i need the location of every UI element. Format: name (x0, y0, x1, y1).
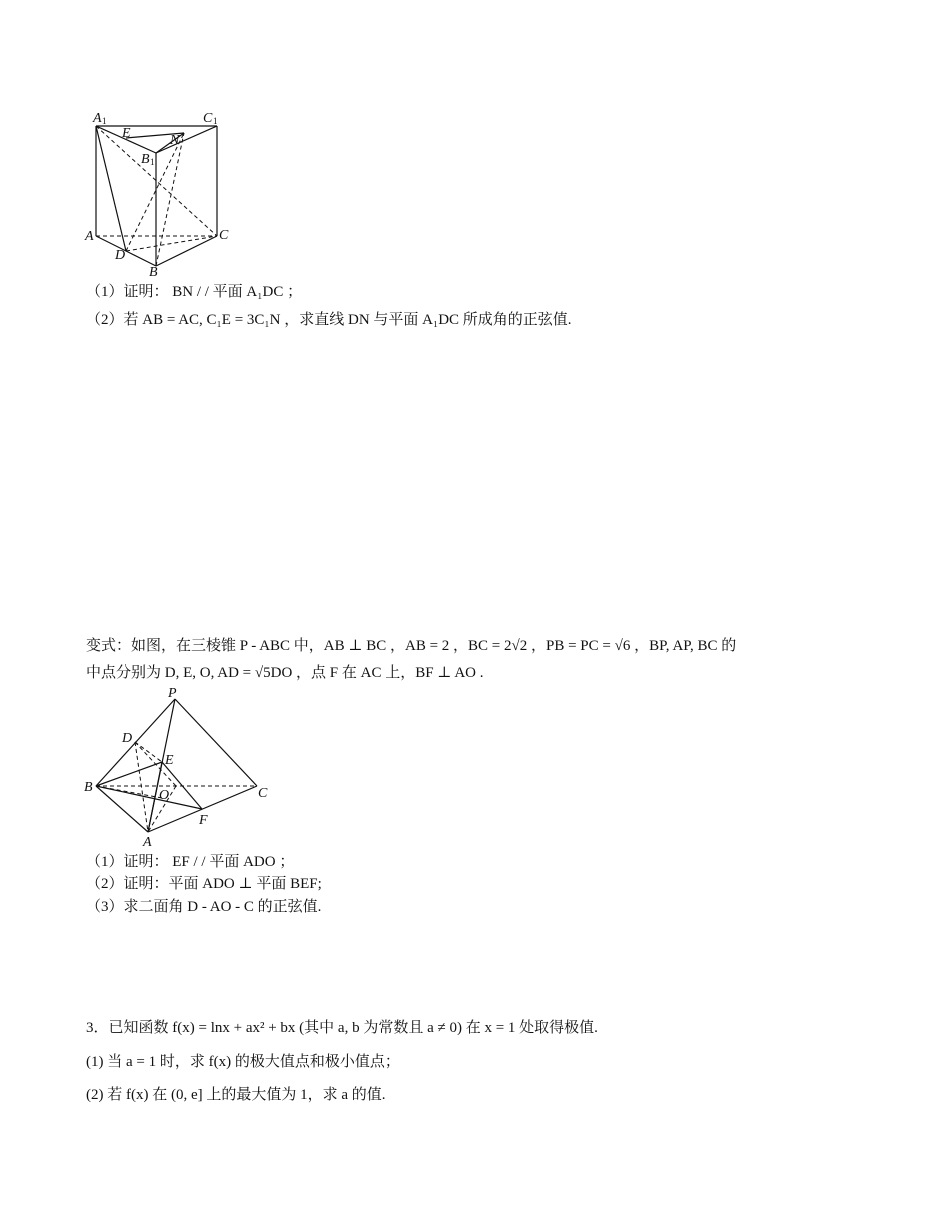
svg-text:1: 1 (213, 116, 218, 126)
problem3-stem: 3．已知函数 f(x) = lnx + ax² + bx (其中 a, b 为常数且 a ≠ 0) 在 x = 1 处取得极值. (86, 1020, 598, 1036)
problem3-question-2: (2) 若 f(x) 在 (0, e] 上的最大值为 1，求 a 的值. (86, 1087, 386, 1103)
label-C: C (258, 786, 268, 801)
pyramid-figure (82, 684, 276, 850)
variant-stem-line-1: 变式：如图，在三棱锥 P - ABC 中，AB ⊥ BC ，AB = 2 ，BC = 2√2 ，PB = PC = √6 ，BP, AP, BC 的 (86, 638, 737, 654)
problem3-question-1: (1) 当 a = 1 时，求 f(x) 的极大值点和极小值点； (86, 1054, 400, 1070)
label-F: F (199, 813, 208, 828)
svg-text:1: 1 (102, 116, 107, 126)
variant-stem-line-2: 中点分别为 D, E, O, AD = √5DO ，点 F 在 AC 上，BF ⊥ AO . (86, 665, 484, 681)
label-O: O (159, 788, 170, 803)
label-A1: A (93, 111, 102, 126)
prism-figure (84, 108, 244, 280)
label-D: D (115, 248, 126, 263)
svg-text:1: 1 (150, 157, 155, 167)
label-C: C (219, 228, 229, 243)
pyramid-diagram (82, 684, 276, 850)
label-N: N (170, 133, 180, 148)
label-P: P (168, 686, 177, 701)
label-A: A (85, 229, 94, 244)
label-A: A (143, 835, 152, 850)
label-D: D (122, 731, 133, 746)
label-E: E (122, 126, 131, 141)
label-E: E (165, 753, 174, 768)
problem2-question-1: （1）证明： BN / / 平面 A₁DC ； (86, 284, 303, 300)
label-B: B (84, 780, 93, 795)
label-B1: B (141, 152, 150, 167)
variant-question-3: （3）求二面角 D - AO - C 的正弦值. (86, 899, 322, 915)
problem2-question-2: （2）若 AB = AC, C₁E = 3C₁N ，求直线 DN 与平面 A₁DC 所成角的正弦值. (86, 312, 572, 328)
variant-question-1: （1）证明： EF / / 平面 ADO ； (86, 854, 295, 870)
label-C1: C (203, 111, 213, 126)
label-B: B (149, 265, 158, 280)
variant-question-2: （2）证明：平面 ADO ⊥ 平面 BEF; (86, 876, 322, 892)
prism-diagram (84, 108, 244, 280)
